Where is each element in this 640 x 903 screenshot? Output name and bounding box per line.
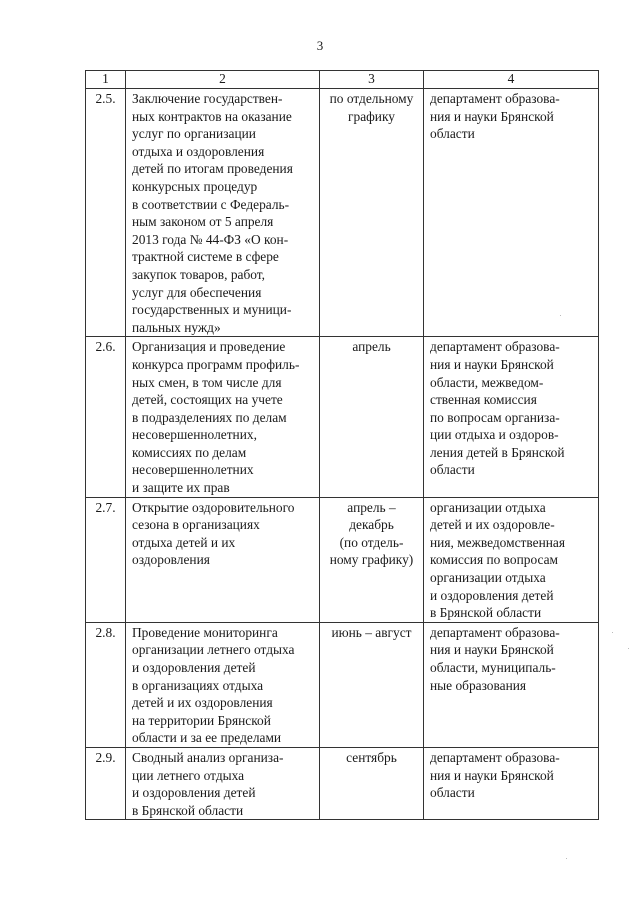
activity-line: ных смен, в том числе для — [132, 374, 282, 390]
responsible-line: ния и науки Брянской — [430, 356, 554, 372]
plan-table — [85, 70, 599, 820]
activity-line: услуг по организации — [132, 126, 256, 142]
responsible-line: организации отдыха — [430, 499, 546, 515]
activity-cell — [126, 622, 320, 747]
activity-line: 2013 года № 44-ФЗ «О кон- — [132, 231, 289, 247]
activity-line: на территории Брянской — [132, 712, 271, 728]
activity-line: в Брянской области — [132, 802, 244, 818]
activity-line: области и за ее пределами — [132, 730, 282, 746]
item-number: 2.6. — [86, 337, 126, 497]
activity-line: несовершеннолетних — [132, 462, 254, 478]
responsible-line: ния и науки Брянской — [430, 642, 554, 658]
item-number: 2.9. — [86, 747, 126, 819]
responsible-line: ные образования — [430, 677, 527, 693]
responsible-line: области, межведом- — [430, 374, 544, 390]
responsible-line: области — [430, 462, 475, 478]
activity-line: ных контрактов на оказание — [132, 108, 292, 124]
activity-line: детей по итогам проведения — [132, 161, 293, 177]
responsible-line: ния, межведомственная — [430, 534, 566, 550]
table-row — [86, 89, 599, 337]
responsible-line: и оздоровления детей — [430, 587, 554, 603]
responsible-line: в Брянской области — [430, 605, 542, 621]
responsible-line: организации отдыха — [430, 570, 546, 586]
responsible-line: области — [430, 126, 475, 142]
activity-cell — [126, 497, 320, 622]
responsible-line: департамент образова- — [430, 339, 560, 355]
page-number: 3 — [316, 38, 324, 53]
responsible-line: департамент образова- — [430, 749, 560, 765]
term-line: по отдельному — [329, 91, 414, 106]
item-number: 2.8. — [86, 622, 126, 747]
activity-line: в соответствии с Федераль- — [132, 196, 290, 212]
term-line: июнь – август — [331, 624, 412, 640]
term-line: апрель – — [347, 499, 396, 515]
activity-line: Сводный анализ организа- — [132, 749, 284, 765]
responsible-line: области, муниципаль- — [430, 660, 556, 675]
activity-cell — [126, 89, 320, 337]
activity-line: ным законом от 5 апреля — [132, 214, 274, 230]
table-row — [86, 747, 599, 819]
activity-line: Проведение мониторинга — [132, 624, 278, 640]
term-cell — [320, 337, 424, 497]
activity-line: Открытие оздоровительного — [132, 499, 295, 515]
term-line: (по отдель- — [339, 534, 404, 550]
responsible-cell — [424, 89, 599, 337]
activity-line: отдыха детей и их — [132, 534, 236, 550]
activity-line: комиссиях по делам — [132, 444, 247, 460]
activity-line: несовершеннолетних, — [132, 427, 257, 443]
responsible-line: ления детей в Брянской — [430, 444, 565, 460]
responsible-line: детей и их оздоровле- — [430, 517, 555, 533]
activity-line: и защите их прав — [132, 480, 230, 496]
item-number: 2.5. — [86, 89, 126, 337]
responsible-line: комиссия по вопросам — [430, 552, 559, 568]
activity-line: пальных нужд» — [132, 319, 221, 335]
term-line: графику — [348, 108, 395, 124]
responsible-cell — [424, 337, 599, 497]
term-line: сентябрь — [346, 749, 397, 765]
column-header: 1 — [86, 71, 126, 89]
activity-line: оздоровления — [132, 552, 210, 568]
responsible-line: ния и науки Брянской — [430, 108, 554, 124]
term-cell — [320, 622, 424, 747]
term-cell — [320, 497, 424, 622]
responsible-cell — [424, 622, 599, 747]
term-line: апрель — [352, 339, 391, 355]
activity-line: и оздоровления детей — [132, 660, 256, 675]
responsible-line: департамент образова- — [430, 91, 560, 106]
activity-line: услуг для обеспечения — [132, 284, 262, 300]
activity-line: государственных и муници- — [132, 302, 292, 318]
responsible-line: департамент образова- — [430, 624, 560, 640]
term-cell — [320, 747, 424, 819]
activity-line: Заключение государствен- — [132, 91, 283, 106]
header-row — [86, 71, 599, 89]
activity-line: конкурсных процедур — [132, 178, 258, 194]
activity-line: закупок товаров, работ, — [132, 266, 265, 282]
activity-line: детей, состоящих на учете — [132, 392, 283, 408]
activity-line: организации летнего отдыха — [132, 642, 295, 658]
activity-line: в организациях отдыха — [132, 677, 264, 693]
table-row — [86, 337, 599, 497]
column-header: 4 — [424, 71, 599, 89]
term-line: декабрь — [349, 517, 394, 533]
activity-line: и оздоровления детей — [132, 785, 256, 801]
item-number: 2.7. — [86, 497, 126, 622]
activity-line: трактной системе в сфере — [132, 249, 279, 265]
responsible-line: области — [430, 785, 475, 801]
table-row — [86, 497, 599, 622]
column-header: 3 — [320, 71, 424, 89]
responsible-line: ния и науки Брянской — [430, 767, 554, 783]
term-line: ному графику) — [329, 552, 414, 568]
responsible-line: ции отдыха и оздоров- — [430, 427, 559, 443]
activity-line: Организация и проведение — [132, 339, 286, 355]
activity-line: сезона в организациях — [132, 517, 260, 533]
responsible-cell — [424, 747, 599, 819]
column-header: 2 — [126, 71, 320, 89]
activity-line: в подразделениях по делам — [132, 409, 287, 425]
activity-line: детей и их оздоровления — [132, 695, 273, 711]
responsible-cell — [424, 497, 599, 622]
activity-line: ции летнего отдыха — [132, 767, 245, 783]
responsible-line: по вопросам организа- — [430, 409, 560, 425]
activity-cell — [126, 337, 320, 497]
activity-line: конкурса программ профиль- — [132, 356, 300, 372]
activity-line: отдыха и оздоровления — [132, 143, 265, 159]
activity-cell — [126, 747, 320, 819]
term-cell — [320, 89, 424, 337]
table-row — [86, 622, 599, 747]
responsible-line: ственная комиссия — [430, 392, 537, 408]
